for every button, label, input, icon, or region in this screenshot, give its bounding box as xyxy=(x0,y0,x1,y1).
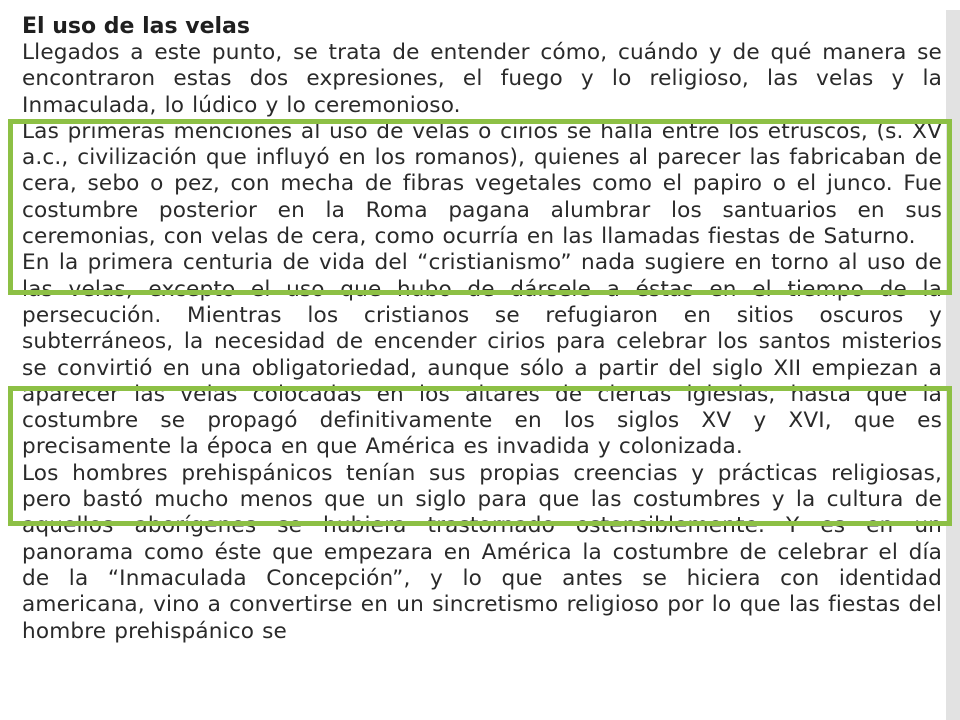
paragraph-prehispanic: Los hombres prehispánicos tenían sus propias creencias y prácticas religiosas, pero bastó mucho menos que un siglo para que las costumbres y la cultura de aquellos aborígenes se hubiera trastornado ostensiblemente. Y es en un panorama como éste que empezara en América la costumbre de celebrar el día de la “Inmaculada Concepción”, y lo que antes se hiciera con identidad americana, vino a convertirse en un sincretismo religioso por lo que las fiestas del hombre prehispánico se xyxy=(22,460,942,644)
paragraph-intro: Llegados a este punto, se trata de entender cómo, cuándo y de qué manera se encontraron estas dos expresiones, el fuego y lo religioso, las velas y la Inmaculada, lo lúdico y lo ceremonioso. xyxy=(22,40,942,118)
paragraph-christianity: En la primera centuria de vida del “cristianismo” nada sugiere en torno al uso de las velas, excepto el uso que hubo de dársele a éstas en el tiempo de la persecución. Mientras los cristianos se refugiaron en sitios oscuros y subterráneos, la necesidad de encender cirios para celebrar los santos misterios se convirtió en una obligatoriedad, aunque sólo a partir del siglo XII empiezan a aparecer las velas colocadas en los altares de ciertas iglesias, hasta que la costumbre se propagó definitivamente en los siglos XV y XVI, que es precisamente la época en que América es invadida y colonizada. xyxy=(22,250,942,460)
paragraph-etruscans: Las primeras menciones al uso de velas o cirios se halla entre los etruscos, (s. XV a.c., civilización que influyó en los romanos), quienes al parecer las fabricaban de cera, sebo o pez, con mecha de fibras vegetales como el papiro o el junco. Fue costumbre posterior en la Roma pagana alumbrar los santuarios en sus ceremonias, con velas de cera, como ocurría en las llamadas fiestas de Saturno. xyxy=(22,118,942,250)
right-margin-rule xyxy=(946,10,960,720)
article-body xyxy=(22,14,942,645)
article-title: El uso de las velas xyxy=(22,14,250,39)
